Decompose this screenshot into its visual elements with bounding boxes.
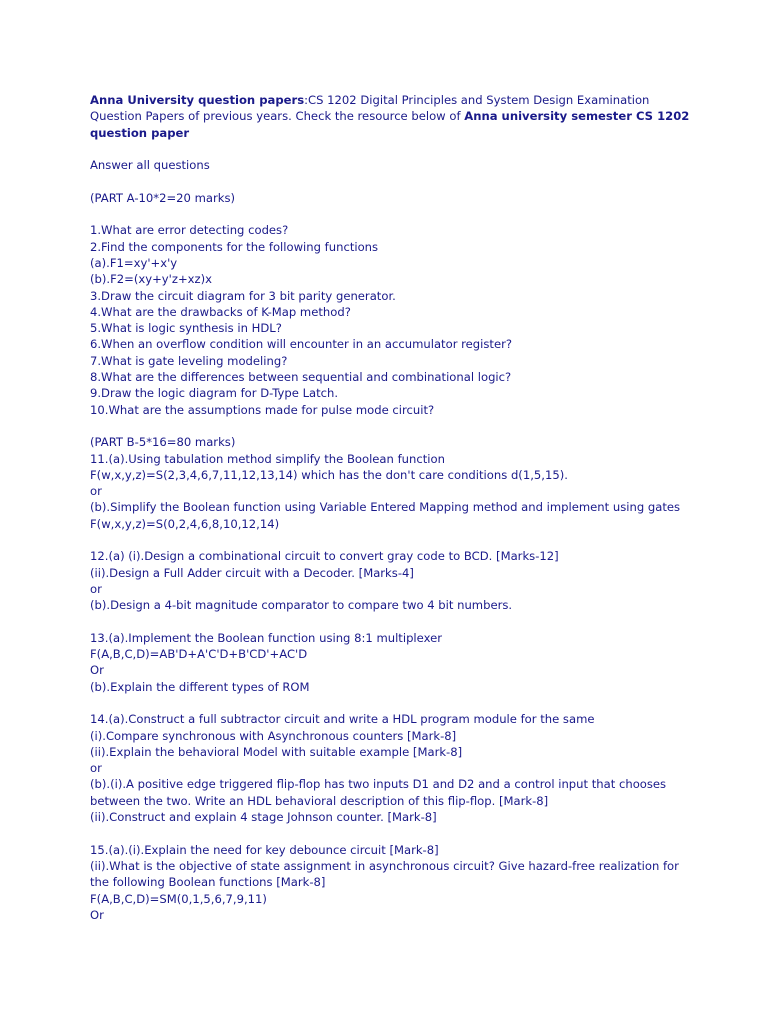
question-line: 10.What are the assumptions made for pulse mode circuit? (90, 402, 435, 417)
question-11 (90, 451, 730, 532)
intro-bold-3: question paper (90, 125, 190, 140)
question-line: (b).(i).A positive edge triggered flip-flop has two inputs D1 and D2 and a control input that chooses (90, 777, 667, 792)
part-b-header: (PART B-5*16=80 marks) (90, 435, 236, 450)
question-line: (ii).What is the objective of state assignment in asynchronous circuit? Give hazard-free realization for (90, 858, 679, 873)
question-line: 2.Find the components for the following functions (90, 239, 379, 254)
question-line: F(w,x,y,z)=S(0,2,4,6,8,10,12,14) (90, 516, 280, 531)
question-line: (b).Explain the different types of ROM (90, 679, 310, 694)
question-line: F(w,x,y,z)=S(2,3,4,6,7,11,12,13,14) which has the don't care conditions d(1,5,15). (90, 467, 568, 482)
question-line: 7.What is gate leveling modeling? (90, 353, 288, 368)
question-line: 6.When an overflow condition will encounter in an accumulator register? (90, 337, 513, 352)
document-page (90, 92, 730, 923)
question-line: F(A,B,C,D)=AB'D+A'C'D+B'CD'+AC'D (90, 647, 308, 662)
part-a-header: (PART A-10*2=20 marks) (90, 190, 236, 205)
question-line: (b).F2=(xy+y'z+xz)x (90, 272, 212, 287)
question-line: (i).Compare synchronous with Asynchronous counters [Mark-8] (90, 728, 457, 743)
question-line: 8.What are the differences between sequential and combinational logic? (90, 370, 512, 385)
question-line: (ii).Explain the behavioral Model with suitable example [Mark-8] (90, 744, 463, 759)
question-line: or (90, 761, 102, 776)
intro-bold-title: Anna University question papers (90, 93, 305, 107)
question-line: the following Boolean functions [Mark-8] (90, 875, 326, 890)
question-line: (ii).Construct and explain 4 stage Johnson counter. [Mark-8] (90, 810, 437, 825)
question-15 (90, 842, 730, 923)
question-line: 4.What are the drawbacks of K-Map method? (90, 304, 351, 319)
question-line: Or (90, 663, 104, 678)
intro-text-2: Question Papers of previous years. Check the resource below of (90, 109, 465, 124)
question-line: 12.(a) (i).Design a combinational circuit to convert gray code to BCD. [Marks-12] (90, 549, 559, 564)
question-line: (b).Design a 4-bit magnitude comparator to compare two 4 bit numbers. (90, 598, 513, 613)
question-line: 13.(a).Implement the Boolean function using 8:1 multiplexer (90, 630, 442, 645)
intro-text-1: :CS 1202 Digital Principles and System Design Examination (304, 93, 650, 107)
question-line: 5.What is logic synthesis in HDL? (90, 321, 282, 336)
question-line: or (90, 581, 102, 596)
question-line: 15.(a).(i).Explain the need for key debounce circuit [Mark-8] (90, 842, 439, 857)
intro-line-1 (90, 92, 730, 108)
question-line: between the two. Write an HDL behavioral description of this flip-flop. [Mark-8] (90, 793, 549, 808)
question-line: 14.(a).Construct a full subtractor circuit and write a HDL program module for the same (90, 712, 595, 727)
question-14 (90, 711, 730, 825)
question-13 (90, 630, 730, 695)
intro-line-2 (90, 108, 730, 124)
question-line: 3.Draw the circuit diagram for 3 bit parity generator. (90, 288, 396, 303)
question-line: (ii).Design a Full Adder circuit with a Decoder. [Marks-4] (90, 565, 414, 580)
question-line: (b).Simplify the Boolean function using Variable Entered Mapping method and implement using gates (90, 500, 681, 515)
intro-bold-2: Anna university semester CS 1202 (464, 109, 690, 124)
question-line: 11.(a).Using tabulation method simplify the Boolean function (90, 451, 445, 466)
question-line: or (90, 484, 102, 499)
question-line: (a).F1=xy'+x'y (90, 255, 178, 270)
question-line: Or (90, 907, 104, 922)
instruction: Answer all questions (90, 158, 210, 173)
question-line: 1.What are error detecting codes? (90, 223, 289, 238)
question-12 (90, 548, 730, 613)
question-line: F(A,B,C,D)=SM(0,1,5,6,7,9,11) (90, 891, 267, 906)
part-a-questions (90, 222, 730, 418)
intro-line-3 (90, 125, 730, 141)
question-line: 9.Draw the logic diagram for D-Type Latch. (90, 386, 339, 401)
